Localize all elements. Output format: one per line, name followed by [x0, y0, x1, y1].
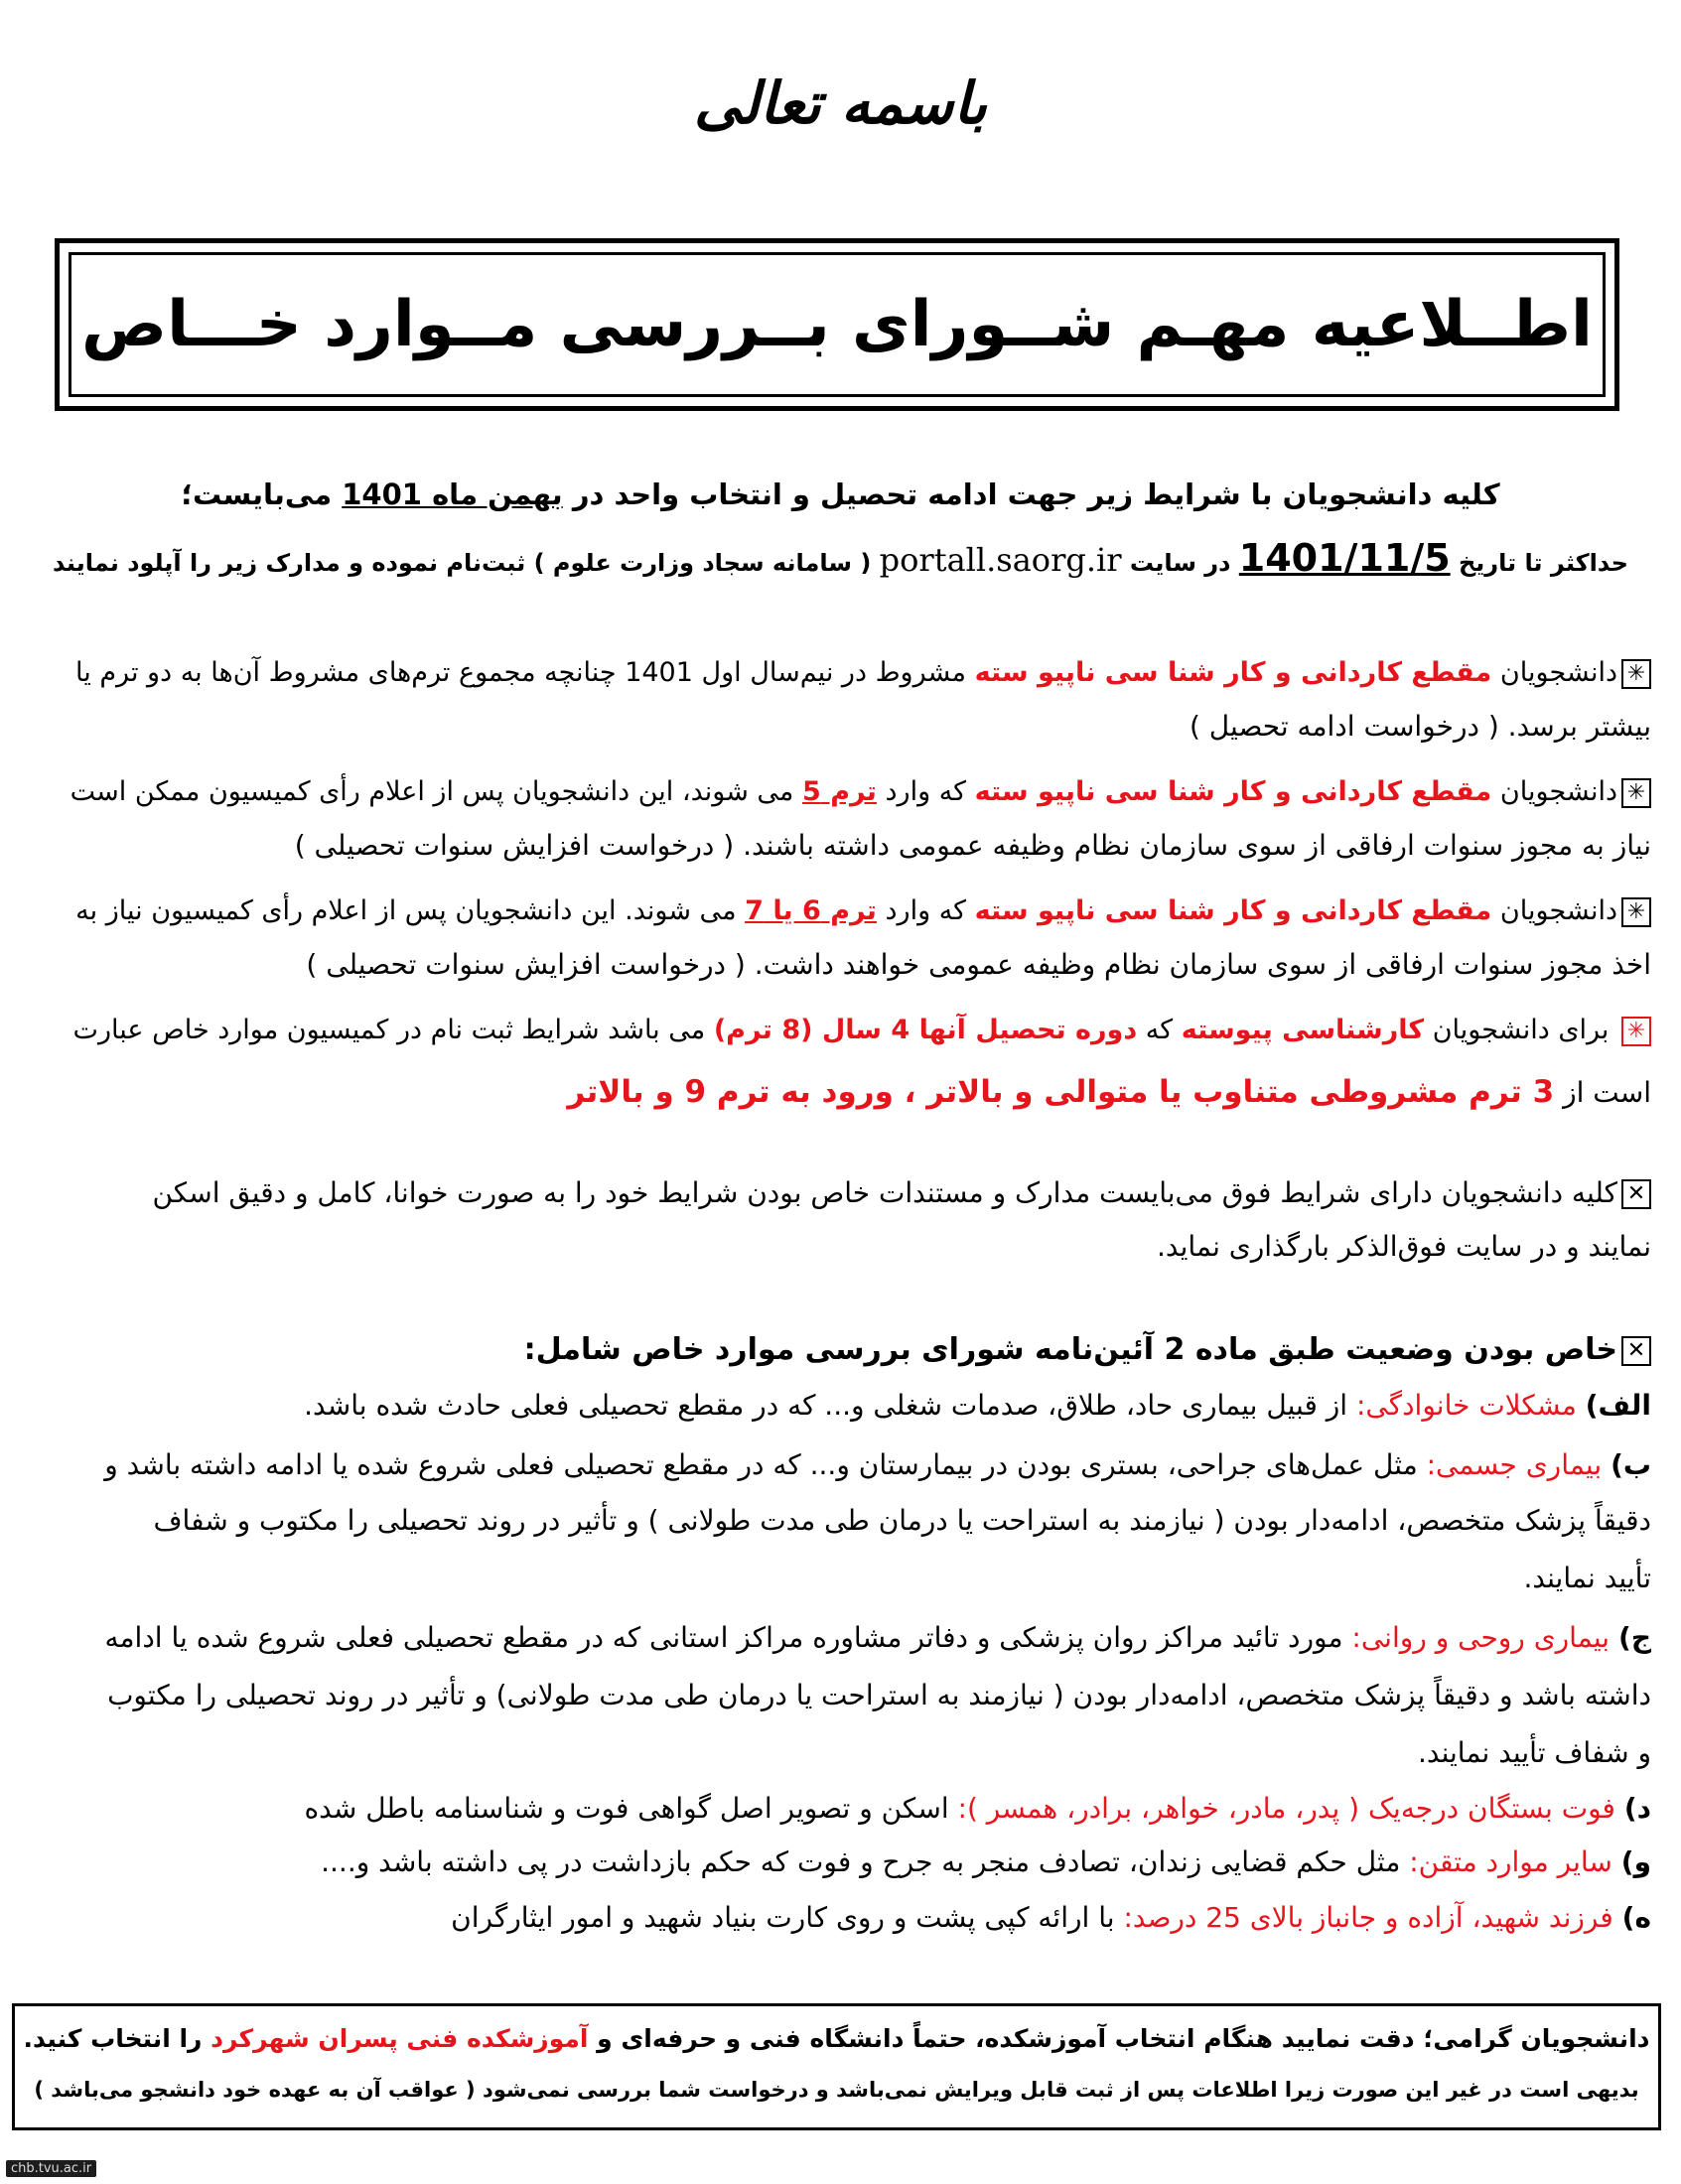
condition-c-prefix: ج): [1618, 1621, 1651, 1654]
item-4-text-b: که: [1145, 1015, 1174, 1045]
condition-d-text: اسکن و تصویر اصل گواهی فوت و شناسنامه باطل شده: [304, 1792, 949, 1825]
item-3-text-a: دانشجویان: [1499, 895, 1617, 926]
item-4-condition: 3 ترم مشروطی متناوب یا متوالی و بالاتر ، ورود به ترم 9 و بالاتر: [567, 1074, 1555, 1110]
item-4-highlight: کارشناسی پیوسته: [1181, 1015, 1425, 1045]
item-4-line-1: [30, 1011, 1651, 1050]
intro-site-label: در سایت: [1129, 549, 1231, 577]
conditions-heading: خاص بودن وضعیت طبق ماده 2 آئین‌نامه شورای بررسی موارد خاص شامل:: [523, 1332, 1617, 1367]
docs-line-1: [30, 1173, 1651, 1213]
condition-f-text: با ارائه کپی پشت و روی کارت بنیاد شهید و امور ایثارگران: [451, 1901, 1115, 1934]
docs-line-2: نمایند و در سایت فوق‌الذکر بارگذاری نماید.: [1157, 1230, 1651, 1263]
docs-text: کلیه دانشجویان دارای شرایط فوق می‌بایست مدارک و مستندات خاص بودن شرایط خود را به صورت خوانا، کامل و دقیق اسکن: [152, 1176, 1617, 1209]
condition-d-prefix: د): [1623, 1792, 1651, 1825]
item-2-text-b: که وارد: [885, 776, 967, 807]
item-4-line-2: [30, 1072, 1651, 1113]
conditions-heading-line: [30, 1330, 1651, 1370]
item-2-term: ترم 5: [802, 776, 877, 807]
condition-c-line-2: داشته باشد و دقیقاً پزشک متخصص، ادامه‌دار بودن ( نیازمند به استراحت یا درمان طی مدت طولانی) و تأثیر در روند تحصیلی را مکتوب: [107, 1679, 1651, 1711]
asterisk-box-icon: ✳: [1621, 778, 1651, 808]
condition-a-title: مشکلات خانوادگی:: [1355, 1389, 1577, 1422]
intro-line-1: [30, 475, 1651, 514]
item-2-highlight: مقطع کاردانی و کار شنا سی ناپیو سته: [974, 776, 1492, 807]
condition-a-prefix: الف): [1585, 1389, 1651, 1422]
condition-c-text: مورد تائید مراکز روان پزشکی و دفاتر مشاوره مراکز استانی که در مقطع تحصیلی فعلی شروع شده یا ادامه: [104, 1621, 1343, 1654]
item-4-text-d: است از: [1563, 1076, 1651, 1109]
item-1-highlight: مقطع کاردانی و کار شنا سی ناپیو سته: [974, 657, 1492, 688]
condition-e: [30, 1843, 1651, 1882]
condition-a-text: از قبیل بیماری حاد، طلاق، صدمات شغلی و... که در مقطع تحصیلی فعلی حادث شده باشد.: [304, 1389, 1348, 1422]
item-3-line-2: اخذ مجوز سنوات ارفاقی از سوی سازمان نظام وظیفه عمومی خواهند داشت. ( درخواست افزایش سنوات تحصیلی ): [306, 948, 1651, 981]
condition-f: [30, 1898, 1651, 1938]
item-1-text-a: دانشجویان: [1499, 657, 1617, 688]
condition-b-title: بیماری جسمی:: [1426, 1448, 1603, 1481]
condition-a: [30, 1386, 1651, 1426]
title-inner-frame: [69, 252, 1606, 397]
item-1-line-2: بیشتر برسد. ( درخواست ادامه تحصیل ): [1189, 710, 1651, 743]
x-box-icon: ✕: [1621, 1336, 1651, 1366]
condition-e-prefix: و): [1620, 1845, 1651, 1878]
condition-f-prefix: ه): [1621, 1901, 1651, 1934]
item-4-text-c: می باشد شرایط ثبت نام در کمیسیون موارد خاص عبارت: [72, 1015, 706, 1045]
watermark: [6, 2160, 96, 2177]
condition-d: [30, 1789, 1651, 1829]
site-url-link[interactable]: portall.saorg.ir: [879, 541, 1122, 579]
item-3-term: ترم 6 یا 7: [745, 895, 877, 926]
intro-month: بهمن ماه 1401: [342, 478, 563, 511]
footer-college: آموزشکده فنی پسران شهرکرد: [210, 2024, 589, 2053]
footer-line-1: [15, 2024, 1658, 2053]
condition-b-line-2: دقیقاً پزشک متخصص، ادامه‌دار بودن ( نیازمند به استراحت یا درمان طی مدت طولانی ) و تأثیر در روند تحصیلی را مکتوب و شفاف: [153, 1504, 1651, 1537]
item-3-text-c: می شوند. این دانشجویان پس از اعلام رأی کمیسیون نیاز به: [75, 895, 737, 926]
condition-e-title: سایر موارد متقن:: [1409, 1845, 1612, 1878]
asterisk-box-icon: ✳: [1621, 659, 1651, 689]
condition-c-title: بیماری روحی و روانی:: [1351, 1621, 1611, 1654]
condition-e-text: مثل حکم قضایی زندان، تصادف منجر به جرح و فوت که حکم بازداشت در پی داشته باشد و....: [321, 1845, 1401, 1878]
condition-b-text: مثل عمل‌های جراحی، بستری بودن در بیمارستان و... که در مقطع تحصیلی فعلی شروع شده یا ادامه داشته باشد و: [104, 1448, 1418, 1481]
condition-b-prefix: ب): [1611, 1448, 1651, 1481]
footer-text-b: را انتخاب کنید.: [23, 2024, 203, 2053]
basmala: باسمه تعالی: [693, 69, 988, 137]
item-3-text-b: که وارد: [885, 895, 967, 926]
item-2-line-1: [30, 772, 1651, 812]
item-2-text-c: می شوند، این دانشجویان پس از اعلام رأی کمیسیون ممکن است: [70, 776, 794, 807]
x-box-icon: ✕: [1621, 1179, 1651, 1209]
watermark-text: chb.tvu.ac.ir: [11, 2161, 92, 2176]
item-4-text-a: برای دانشجویان: [1432, 1015, 1610, 1045]
condition-c-line-3: و شفاف تأیید نمایند.: [1417, 1736, 1651, 1769]
footer-line-2: بدیهی است در غیر این صورت زیرا اطلاعات پس از ثبت قابل ویرایش نمی‌باشد و درخواست شما بررسی نمی‌شود ( عواقب آن به عهده خود دانشجو می‌باشد ): [34, 2078, 1639, 2102]
condition-b-line-3: تأیید نمایند.: [1523, 1562, 1651, 1594]
item-1-line-1: [30, 653, 1651, 693]
item-3-line-1: [30, 891, 1651, 931]
item-2-line-2: نیاز به مجوز سنوات ارفاقی از سوی سازمان نظام وظیفه عمومی داشته باشند. ( درخواست افزایش سنوات تحصیلی ): [294, 829, 1651, 862]
asterisk-box-icon: ✳: [1621, 1017, 1651, 1046]
intro-text-end: می‌بایست؛: [181, 478, 333, 511]
item-4-duration: دوره تحصیل آنها 4 سال (8 ترم): [713, 1015, 1138, 1045]
intro-line-2: [30, 538, 1651, 583]
condition-c: [30, 1618, 1651, 1658]
intro-site-desc: ( سامانه سجاد وزارت علوم ) ثبت‌نام نموده و مدارک زیر را آپلود نمایند: [53, 549, 872, 577]
condition-b: [30, 1445, 1651, 1485]
page-title: اطــلاعیه مهـم شــورای بــررسی مــوارد خـــاص: [81, 288, 1593, 361]
footer-notice-box: [12, 2003, 1661, 2130]
intro-deadline-label: حداکثر تا تاریخ: [1459, 549, 1628, 577]
item-2-text-a: دانشجویان: [1499, 776, 1617, 807]
condition-f-title: فرزند شهید، آزاده و جانباز بالای 25 درصد:: [1123, 1901, 1613, 1934]
condition-d-title: فوت بستگان درجه‌یک ( پدر، مادر، خواهر، برادر، همسر ):: [957, 1792, 1615, 1825]
item-3-highlight: مقطع کاردانی و کار شنا سی ناپیو سته: [974, 895, 1492, 926]
intro-deadline-date: 1401/11/5: [1238, 536, 1451, 580]
footer-text-a: دانشجویان گرامی؛ دقت نمایید هنگام انتخاب آموزشکده، حتماً دانشگاه فنی و حرفه‌ای و: [597, 2024, 1650, 2053]
asterisk-box-icon: ✳: [1621, 897, 1651, 927]
intro-text: کلیه دانشجویان با شرایط زیر جهت ادامه تحصیل و انتخاب واحد در: [572, 478, 1500, 511]
item-1-text-b: مشروط در نیم‌سال اول 1401 چنانچه مجموع ترم‌های مشروط آن‌ها به دو ترم یا: [75, 657, 967, 688]
title-frame: [55, 238, 1619, 411]
